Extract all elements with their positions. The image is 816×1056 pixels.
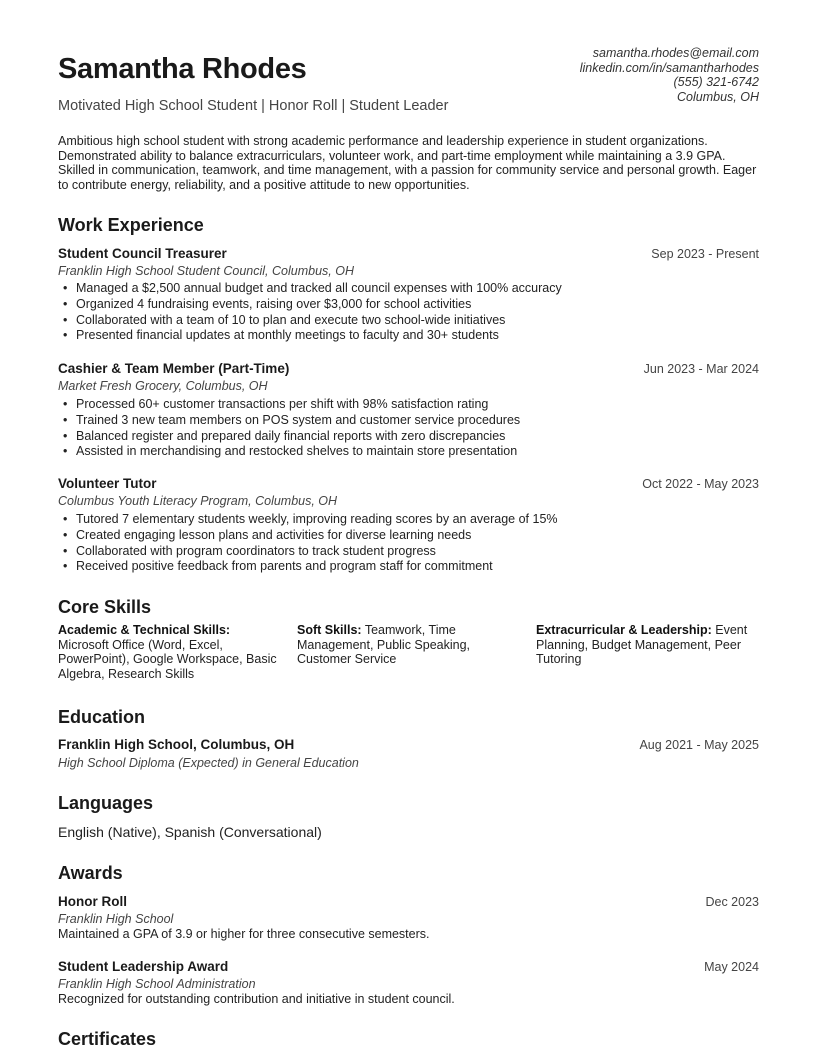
contact-email[interactable]: samantha.rhodes@email.com xyxy=(592,46,759,60)
job-bullets xyxy=(58,281,562,344)
job-date: Sep 2023 - Present xyxy=(651,247,759,261)
job-bullet: • Organized 4 fundraising events, raising over $3,000 for school activities xyxy=(58,297,562,313)
section-title-awards: Awards xyxy=(58,863,123,883)
job-organization: Columbus Youth Literacy Program, Columbus, OH xyxy=(58,494,338,508)
education-date: Aug 2021 - May 2025 xyxy=(639,738,759,752)
contact-info xyxy=(580,46,759,104)
contact-phone: (555) 321-6742 xyxy=(673,75,759,90)
job-bullet: • Balanced register and prepared daily financial reports with zero discrepancies xyxy=(58,429,520,445)
section-title-work: Work Experience xyxy=(58,215,204,235)
skill-group-label: Academic & Technical Skills: xyxy=(58,623,231,637)
section-title-skills: Core Skills xyxy=(58,597,152,617)
job-date: Oct 2022 - May 2023 xyxy=(642,477,759,491)
professional-summary: Ambitious high school student with strong academic performance and leadership experience in student organizations. Demonstrated ability to balance extracurriculars, volunteer work, and part-time employment while maintaining a 3.9 GPA. Skilled in communication, teamwork, and time management, with a passion for community service and personal growth. Eager to contribute energy, reliability, and a positive attitude to new opportunities. xyxy=(58,134,757,192)
contact-linkedin[interactable]: linkedin.com/in/samantharhodes xyxy=(579,60,759,75)
section-title-education: Education xyxy=(58,707,146,727)
award-title: Honor Roll xyxy=(58,894,127,909)
job-title: Cashier & Team Member (Part-Time) xyxy=(58,361,290,376)
education-school: Franklin High School, Columbus, OH xyxy=(58,737,295,752)
languages-text: English (Native), Spanish (Conversational) xyxy=(58,824,322,840)
skill-group-text: Microsoft Office (Word, Excel, PowerPoint), Google Workspace, Basic Algebra, Research Skills xyxy=(58,637,277,681)
skill-group xyxy=(297,623,523,667)
skill-group-text: Event Planning, Budget Management, Peer Tutoring xyxy=(536,623,748,667)
job-bullet: • Managed a $2,500 annual budget and tracked all council expenses with 100% accuracy xyxy=(58,281,562,297)
award-organization: Franklin High School Administration xyxy=(58,977,256,991)
education-degree: High School Diploma (Expected) in General Education xyxy=(58,756,359,770)
job-bullet: • Received positive feedback from parents and program staff for commitment xyxy=(58,559,558,575)
skill-group-label: Soft Skills: xyxy=(297,623,362,637)
award-organization: Franklin High School xyxy=(58,912,174,926)
job-bullet: • Presented financial updates at monthly meetings to faculty and 30+ students xyxy=(58,328,562,344)
job-organization: Franklin High School Student Council, Columbus, OH xyxy=(58,264,354,278)
candidate-name: Samantha Rhodes xyxy=(58,53,307,85)
skill-group xyxy=(58,623,284,681)
job-bullet: • Processed 60+ customer transactions per shift with 98% satisfaction rating xyxy=(58,397,520,413)
award-date: Dec 2023 xyxy=(705,895,759,909)
skill-group-label: Extracurricular & Leadership: xyxy=(536,623,712,637)
job-bullet: • Tutored 7 elementary students weekly, improving reading scores by an average of 15% xyxy=(58,512,558,528)
job-date: Jun 2023 - Mar 2024 xyxy=(643,362,759,376)
job-bullets xyxy=(58,512,558,575)
job-bullet: • Created engaging lesson plans and activities for diverse learning needs xyxy=(58,528,558,544)
resume-header xyxy=(58,0,759,128)
candidate-headline: Motivated High School Student | Honor Roll | Student Leader xyxy=(58,98,449,114)
award-description: Maintained a GPA of 3.9 or higher for three consecutive semesters. xyxy=(58,927,430,941)
job-title: Student Council Treasurer xyxy=(58,246,227,261)
job-organization: Market Fresh Grocery, Columbus, OH xyxy=(58,379,268,393)
job-bullets xyxy=(58,397,520,460)
job-bullet: • Trained 3 new team members on POS system and customer service procedures xyxy=(58,413,520,429)
resume-page xyxy=(58,0,759,1049)
contact-location: Columbus, OH xyxy=(677,89,759,104)
award-date: May 2024 xyxy=(704,960,759,974)
job-bullet: • Assisted in merchandising and restocked shelves to maintain store presentation xyxy=(58,444,520,460)
award-description: Recognized for outstanding contribution and initiative in student council. xyxy=(58,992,455,1006)
section-title-certificates: Certificates xyxy=(58,1029,157,1049)
skill-group-text: Teamwork, Time Management, Public Speaking, Customer Service xyxy=(297,623,471,667)
job-bullet: • Collaborated with a team of 10 to plan and execute two school-wide initiatives xyxy=(58,313,562,329)
section-title-languages: Languages xyxy=(58,793,154,813)
award-title: Student Leadership Award xyxy=(58,959,229,974)
job-title: Volunteer Tutor xyxy=(58,476,157,491)
job-bullet: • Collaborated with program coordinators to track student progress xyxy=(58,544,558,560)
skill-group xyxy=(536,623,762,667)
